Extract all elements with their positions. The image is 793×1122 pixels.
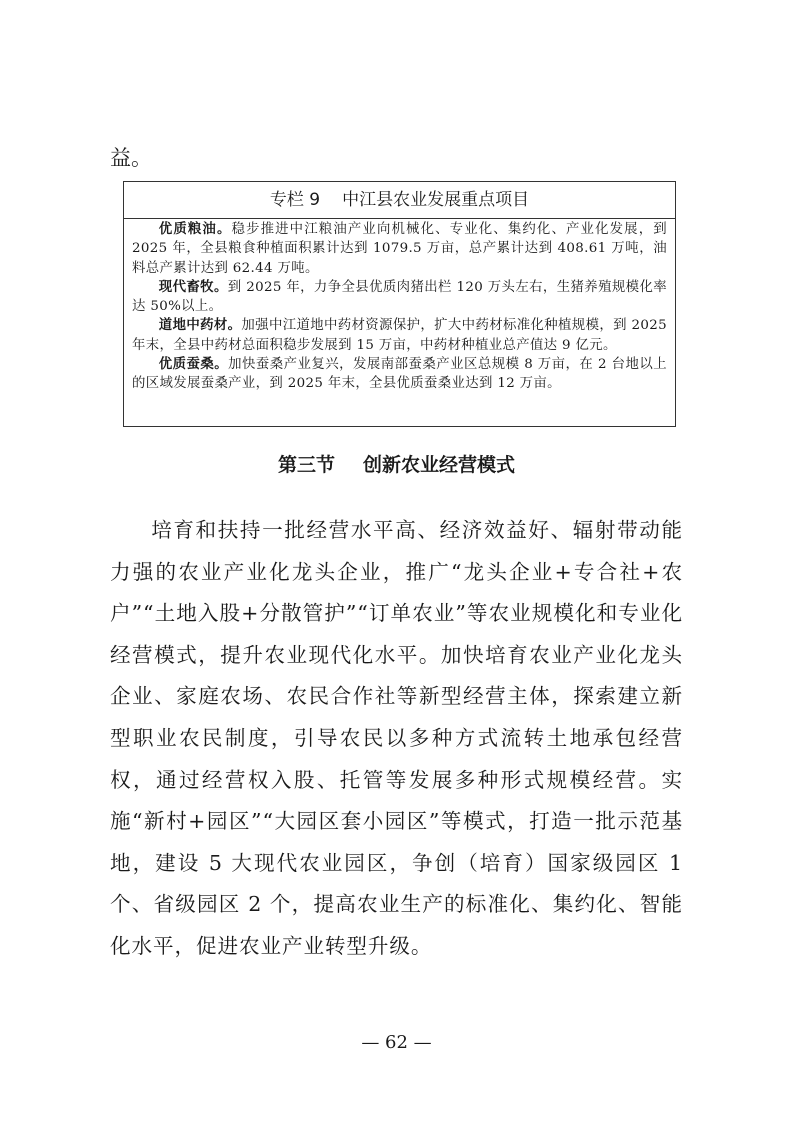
column-box-label: 专栏 9	[269, 190, 321, 210]
section-title: 创新农业经营模式	[363, 454, 516, 476]
project-item-text: 稳步推进中江粮油产业向机械化、专业化、集约化、产业化发展，到 2025 年，全县粮食种植面积累计达到 1079.5 万亩，总产累计达到 408.61 万吨，油料总产累计达到 62.44 万吨。	[132, 222, 668, 276]
project-item-heading: 优质蚕桑。	[158, 356, 229, 373]
project-item-text: 加强中江道地中药材资源保护，扩大中药材标准化种植规模，到 2025 年末，全县中药材总面积稳步发展到 15 万亩，中药材种植业总产值达 9 亿元。	[132, 318, 667, 353]
section-number: 第三节	[277, 454, 335, 476]
body-paragraph: 培育和扶持一批经营水平高、经济效益好、辐射带动能力强的农业产业化龙头企业，推广“龙头企业+专合社+农户”“土地入股+分散管护”“订单农业”等农业规模化和专业化经营模式，提升农业现代化水平。加快培育农业产业化龙头企业、家庭农场、农民合作社等新型经营主体，探索建立新型职业农民制度，引导农民以多种方式流转土地承包经营权，通过经营权入股、托管等发展多种形式规模经营。实施“新村+园区”“大园区套小园区”等模式，打造一批示范基地，建设 5 大现代农业园区，争创（培育）国家级园区 1 个、省级园区 2 个，提高农业生产的标准化、集约化、智能化水平，促进农业产业转型升级。	[110, 518, 683, 958]
project-item	[132, 355, 667, 394]
continued-text-fragment: 益。	[110, 146, 152, 170]
column-box-title	[124, 182, 675, 219]
project-item	[132, 316, 667, 355]
page-number: — 62 —	[361, 1032, 432, 1053]
column-box-body	[124, 219, 675, 394]
section-heading	[0, 450, 793, 480]
body-text	[110, 510, 683, 968]
project-item-heading: 优质粮油。	[158, 221, 232, 237]
project-item-text: 到 2025 年，力争全县优质肉猪出栏 120 万头左右，生猪养殖规模化率达 50%以上。	[132, 279, 667, 315]
project-item-heading: 现代畜牧。	[158, 278, 228, 295]
project-item-heading: 道地中药材。	[158, 317, 242, 334]
project-item-text: 加快蚕桑产业复兴，发展南部蚕桑产业区总规模 8 万亩，在 2 台地以上的区域发展蚕桑产业，到 2025 年末，全县优质蚕桑业达到 12 万亩。	[132, 357, 667, 392]
column-box-title-text: 中江县农业发展重点项目	[342, 190, 530, 210]
project-item	[132, 278, 667, 317]
column-box	[123, 181, 676, 427]
project-item	[132, 220, 667, 278]
